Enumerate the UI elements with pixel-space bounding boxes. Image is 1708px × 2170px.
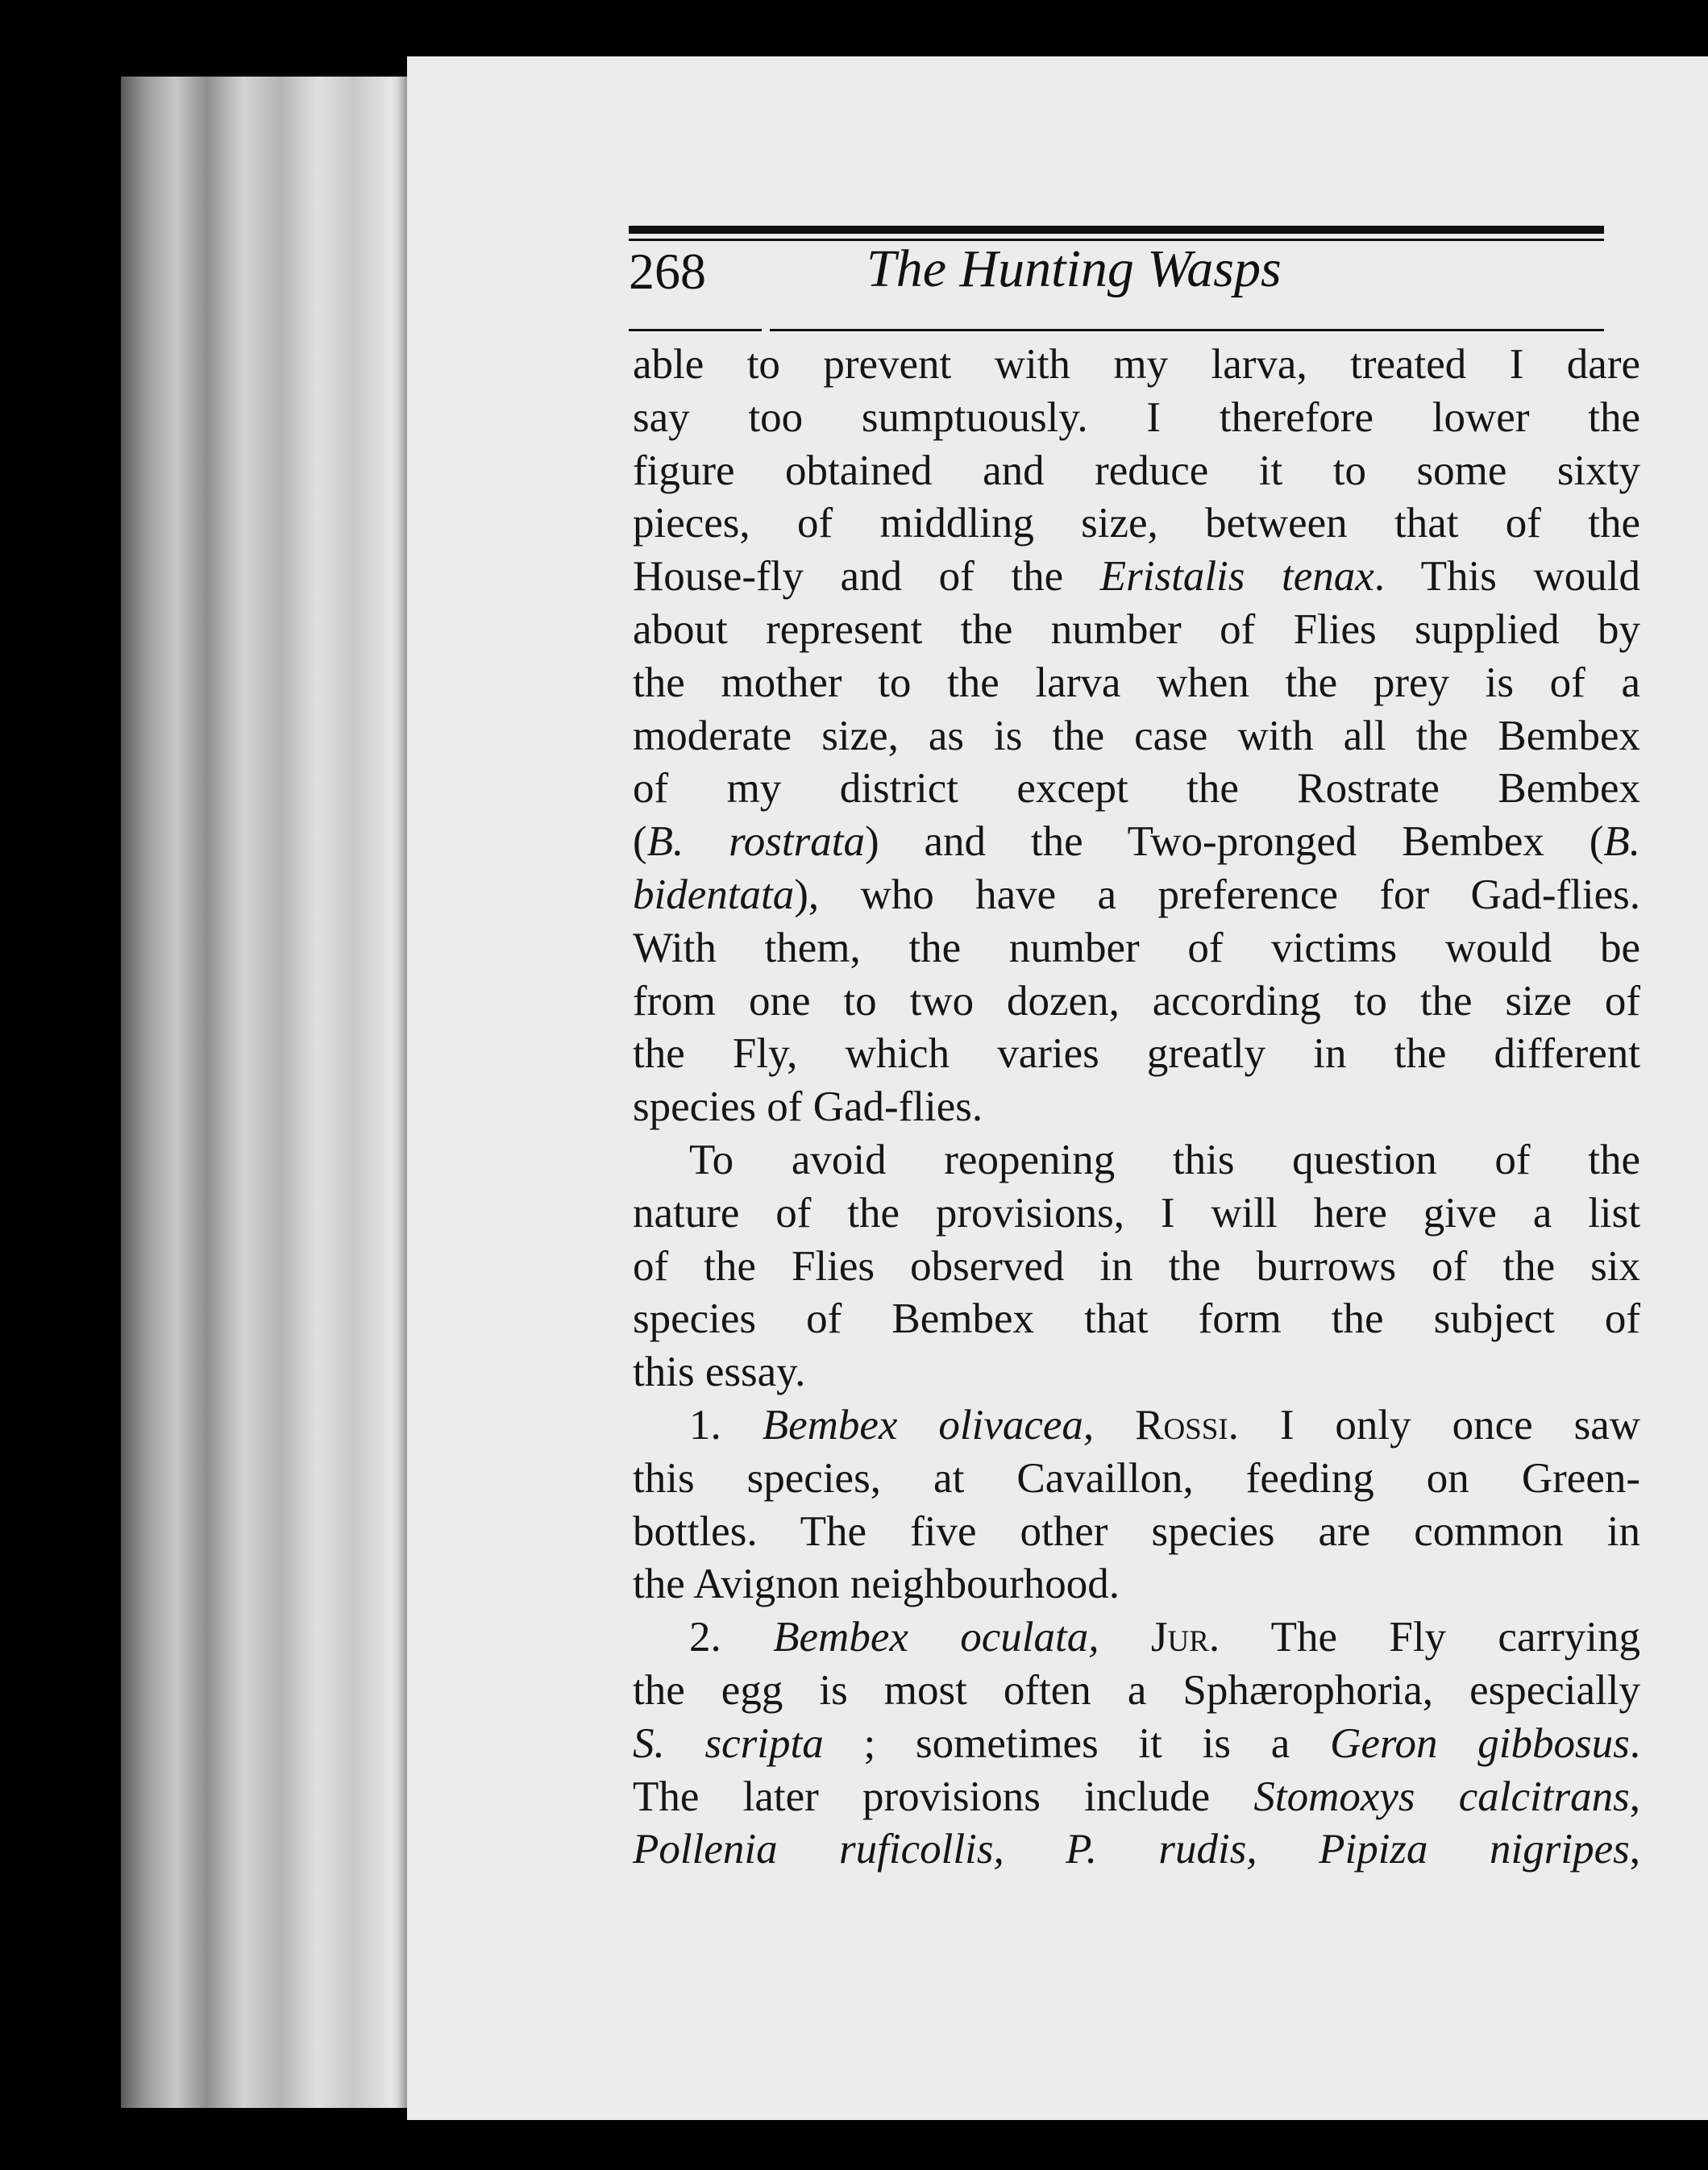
header-rule-thick (629, 226, 1604, 234)
running-head-rule-left (629, 329, 762, 331)
text-line: of the Flies observed in the burrows of the six (633, 1242, 1640, 1290)
text-line: (B. rostrata) and the Two-pronged Bembex (B. (633, 818, 1640, 866)
text-line: the Fly, which varies greatly in the different (633, 1030, 1640, 1078)
text-line: nature of the provisions, I will here give a list (633, 1189, 1640, 1237)
text-line: from one to two dozen, according to the size of (633, 977, 1640, 1025)
text-line: species of Gad-flies. (633, 1083, 983, 1131)
text-line: Pollenia ruficollis, P. rudis, Pipiza nigripes, (633, 1826, 1640, 1873)
text-line: the Avignon neighbourhood. (633, 1561, 1120, 1608)
list-item-1-line: 1. Bembex olivacea, Rossi. I only once saw (689, 1401, 1641, 1449)
list-item-2-line: 2. Bembex oculata, Jur. The Fly carrying (689, 1614, 1641, 1661)
text-line: The later provisions include Stomoxys calcitrans, (633, 1773, 1640, 1820)
body-text (633, 339, 1640, 1877)
text-line: moderate size, as is the case with all the Bembex (633, 712, 1640, 759)
text-line: this species, at Cavaillon, feeding on Green- (633, 1454, 1640, 1502)
paragraph-start-line: To avoid reopening this question of the (689, 1136, 1640, 1183)
text-line: this essay. (633, 1349, 806, 1396)
text-line: of my district except the Rostrate Bembex (633, 765, 1640, 813)
text-line: House-fly and of the Eristalis tenax. This would (633, 553, 1640, 601)
page-stack-edges (121, 77, 427, 2108)
text-line: species of Bembex that form the subject of (633, 1295, 1640, 1343)
text-line: bottles. The five other species are common in (633, 1507, 1640, 1555)
text-line: say too sumptuously. I therefore lower the (633, 393, 1640, 441)
running-head: The Hunting Wasps (866, 239, 1282, 298)
text-line: about represent the number of Flies supplied by (633, 605, 1640, 653)
running-head-rule-right (770, 329, 1604, 331)
text-line: bidentata), who have a preference for Gad-flies. (633, 871, 1640, 918)
text-line: pieces, of middling size, between that of the (633, 500, 1640, 547)
text-line: able to prevent with my larva, treated I dare (633, 341, 1640, 388)
page-number: 268 (629, 243, 706, 300)
text-line: figure obtained and reduce it to some sixty (633, 447, 1640, 494)
text-line: the egg is most often a Sphærophoria, especially (633, 1666, 1640, 1714)
text-line: S. scripta ; sometimes it is a Geron gibbosus. (633, 1719, 1641, 1767)
text-line: With them, the number of victims would be (633, 924, 1640, 971)
text-line: the mother to the larva when the prey is of a (633, 659, 1640, 706)
